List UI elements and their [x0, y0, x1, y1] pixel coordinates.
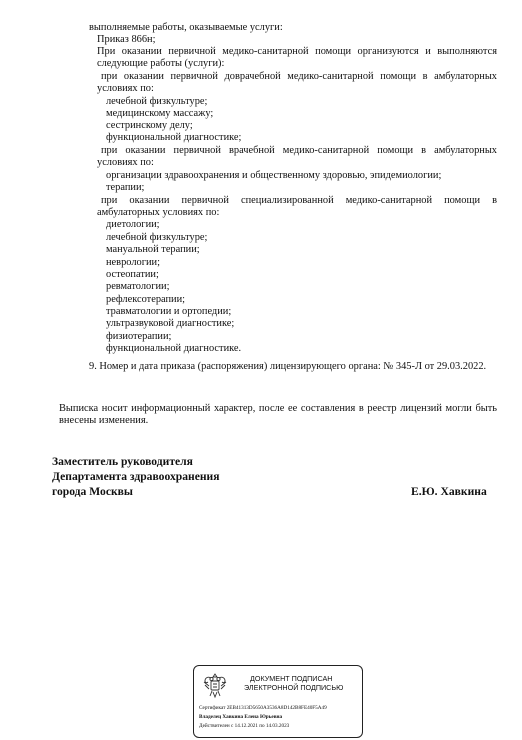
list-line: терапии;: [106, 182, 145, 193]
list-line: ультразвуковой диагностике;: [106, 318, 235, 329]
list-line: выполняемые работы, оказываемые услуги:: [89, 22, 283, 33]
list-line: мануальной терапии;: [106, 244, 200, 255]
list-line: условиях по:: [97, 83, 154, 94]
certificate-number: Сертификат 2EB41313D5650A3536A8D142B8FE40F5A49: [199, 705, 327, 711]
disclaimer-line-2: внесены изменения.: [59, 415, 149, 426]
list-line: травматологии и ортопедии;: [106, 306, 232, 317]
list-line: медицинскому массажу;: [106, 108, 214, 119]
stamp-heading-1: ДОКУМЕНТ ПОДПИСАН: [250, 674, 333, 683]
certificate-owner: Владелец Хавкина Елена Юрьевна: [199, 714, 283, 720]
list-line: лечебной физкультуре;: [106, 232, 208, 243]
list-line: ревматологии;: [106, 281, 170, 292]
signatory-name: Е.Ю. Хавкина: [411, 485, 487, 498]
list-line: при оказании первичной врачебной медико-санитарной помощи в амбулаторных: [101, 145, 497, 156]
list-line: сестринскому делу;: [106, 120, 193, 131]
list-line: лечебной физкультуре;: [106, 96, 208, 107]
disclaimer-line-1: Выписка носит информационный характер, после ее составления в реестр лицензий могли быть: [59, 403, 497, 414]
coat-of-arms-icon: [200, 670, 230, 700]
license-order-line: 9. Номер и дата приказа (распоряжения) лицензирующего органа: № 345-Л от 29.03.2022.: [89, 361, 487, 372]
list-line: условиях по:: [97, 157, 154, 168]
signatory-title-line-1: Заместитель руководителя: [52, 455, 193, 468]
list-line: Приказ 866н;: [97, 34, 156, 45]
list-line: при оказании первичной специализированной медико-санитарной помощи в: [101, 195, 497, 206]
list-line: рефлексотерапии;: [106, 294, 186, 305]
signatory-title-line-3: города Москвы: [52, 485, 133, 498]
stamp-heading-2: ЭЛЕКТРОННОЙ ПОДПИСЬЮ: [244, 683, 344, 692]
list-line: функциональной диагностике;: [106, 132, 242, 143]
signatory-title-line-2: Департамента здравоохранения: [52, 470, 220, 483]
list-line: следующие работы (услуги):: [97, 58, 225, 69]
list-line: неврологии;: [106, 257, 160, 268]
list-line: физиотерапии;: [106, 331, 172, 342]
list-line: диетологии;: [106, 219, 160, 230]
list-line: амбулаторных условиях по:: [97, 207, 220, 218]
list-line: функциональной диагностике.: [106, 343, 242, 354]
certificate-validity: Действителен с 14.12.2021 по 14.03.2023: [199, 723, 290, 729]
list-line: при оказании первичной доврачебной медико-санитарной помощи в амбулаторных: [101, 71, 497, 82]
electronic-signature-stamp: [193, 665, 363, 738]
list-line: организации здравоохранения и общественному здоровью, эпидемиологии;: [106, 170, 442, 181]
list-line: остеопатии;: [106, 269, 159, 280]
list-line: При оказании первичной медико-санитарной помощи организуются и выполняются: [97, 46, 497, 57]
